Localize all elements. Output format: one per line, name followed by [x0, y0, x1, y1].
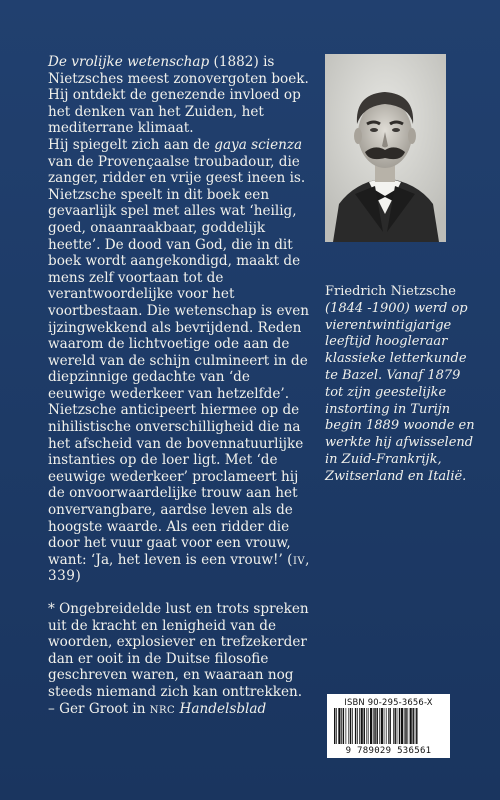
barcode-bar [343, 708, 344, 744]
barcode-bar [350, 708, 351, 744]
barcode-bar [404, 708, 405, 744]
portrait-image [325, 54, 446, 242]
barcode-bar [397, 708, 398, 744]
blurb-paragraph-2: Hij spiegelt zich aan de gaya scienza van de Provençaalse troubadour, die zanger, ridder en vrije geest ineen is. Nietzsche speelt in dit boek een gevaarlijk spel met alles wat ‘heilig, goed, onaanraakbaar, goddelijk heette’. De dood van God, die in dit boek wordt aangekondigd, maakt de mens zelf voortaan tot de verantwoordelijke voor het voortbestaan. Die wetenschap is even ijzingwekkend als bevrijdend. Reden waarom de lichtvoetige ode aan de wereld van de schijn culmineert in de diepzinnige gedachte van ‘de eeuwige wederkeer van hetzelfde’. Nietzsche anticipeert hiermee op de nihilistische onverschilligheid die na het afscheid van de bovennatuurlijke instanties op de loer ligt. Met ‘de eeuwige wederkeer’ proclameert hij de onvoorwaardelijke trouw aan het onvervangbare, aardse leven als de hoogste waarde. Als een ridder die door het vuur gaat voor een vrouw, want: ‘Ja, het leven is een vrouw!’ (iv, 339) [48, 136, 310, 585]
book-title: De vrolijke wetenschap [48, 54, 210, 70]
barcode-bar [368, 708, 369, 744]
barcode-bar [389, 708, 390, 744]
barcode-bar [416, 708, 417, 744]
barcode-bar [412, 708, 413, 744]
barcode-bar [370, 708, 372, 744]
barcode-bar [388, 708, 389, 744]
barcode-bar [394, 708, 395, 744]
author-bio [325, 284, 475, 486]
isbn-label: ISBN 90-295-3656-X [344, 697, 433, 707]
barcode-bar [364, 708, 365, 744]
barcode-bar [393, 708, 394, 744]
isbn-barcode [327, 694, 450, 758]
barcode-bar [407, 708, 408, 744]
blurb-paragraph-1: De vrolijke wetenschap (1882) is Nietzsches meest zonovergoten boek. Hij ontdekt de genezende invloed op het denken van het Zuiden, het mediterrane klimaat. [48, 54, 309, 137]
author-portrait [325, 54, 446, 242]
barcode-bar [359, 708, 360, 744]
barcode-bar [366, 708, 367, 744]
barcode-bar [373, 708, 374, 744]
barcode-bar [410, 708, 412, 744]
barcode-bar [352, 708, 353, 744]
author-bio-text: (1844 -1900) werd op vierentwintigjarige leeftijd hoogleraar klassieke letterkunde te Bazel. Vanaf 1879 tot zijn geestelijke instorting in Turijn begin 1889 woonde en werkte hij afwisselend in Zuid-Frankrijk, Zwitserland en Italië. [325, 300, 475, 484]
barcode-bar [379, 708, 380, 744]
barcode-bar [357, 708, 358, 744]
quote-source-paper: Handelsblad [179, 700, 267, 717]
quote-source-nrc: nrc [149, 700, 176, 717]
barcode-bar [405, 708, 406, 744]
barcode-bar [355, 708, 356, 744]
blurb-text [48, 54, 310, 717]
gaya-scienza: gaya scienza [214, 136, 303, 153]
barcode-bar [341, 708, 342, 744]
author-name: Friedrich Nietzsche [325, 284, 456, 299]
ean-number: 9 789029 536561 [345, 746, 432, 756]
barcode-bar [384, 708, 385, 744]
barcode-bar [338, 708, 340, 744]
barcode-bar [401, 708, 403, 744]
barcode-bar [415, 708, 416, 744]
barcode-bar [399, 708, 400, 744]
barcode-bar [374, 708, 375, 744]
barcode-bars [333, 708, 444, 744]
barcode-bar [361, 708, 363, 744]
barcode-bar [334, 708, 335, 744]
barcode-bar [376, 708, 377, 744]
barcode-bar [348, 708, 349, 744]
barcode-bar [386, 708, 387, 744]
barcode-bar [336, 708, 337, 744]
barcode-bar [346, 708, 347, 744]
review-quote: * Ongebreidelde lust en trots spreken uit de kracht en lenigheid van de woorden, explosiever en trefzekerder dan er ooit in de Duitse filosofie geschreven waren, en waaraan nog steeds niemand zich kan onttrekken. – Ger Groot in nrc Handelsblad [48, 601, 309, 717]
barcode-bar [381, 708, 383, 744]
aphorism-reference: (iv, 339) [48, 551, 310, 585]
